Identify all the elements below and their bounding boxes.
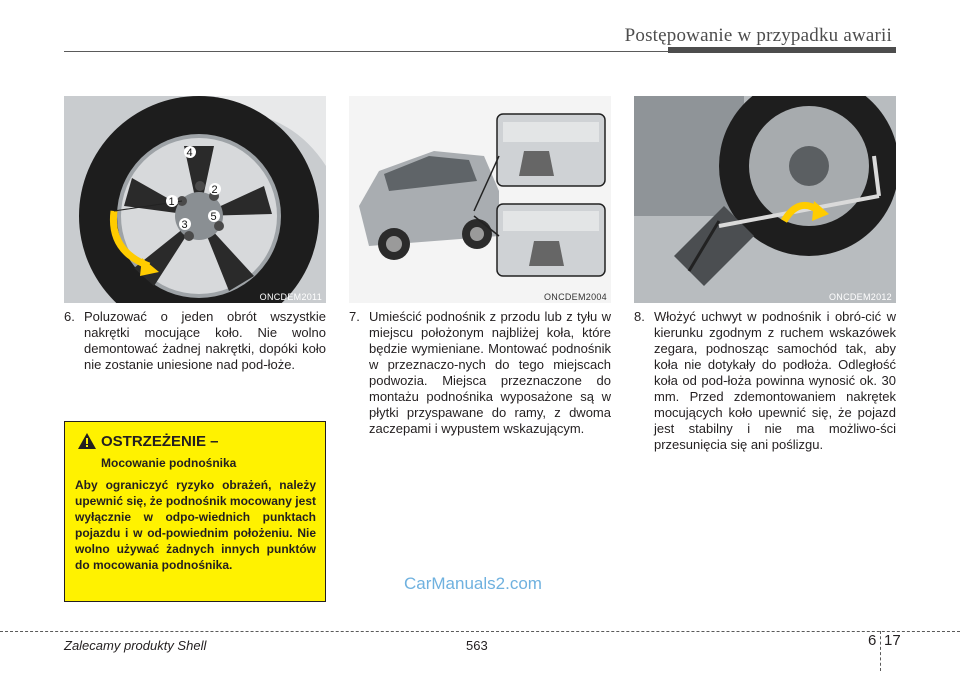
jack-handle-illustration-icon — [634, 96, 896, 303]
svg-text:1: 1 — [168, 196, 175, 208]
step-text: Umieścić podnośnik z przodu lub z tyłu w miejscu położonym najbliżej koła, które będzie wymieniane. Montować podnośnik w przeznaczo-nych do tego miejscach podwozia. Miejsca przeznaczone do montażu podnośnika wyposażone są w płytki przyspawane do ramy, z dwoma zaczepami i wypustem wskazującym. — [369, 309, 611, 436]
watermark-link[interactable]: CarManuals2.com — [404, 574, 542, 593]
svg-text:4: 4 — [186, 147, 193, 159]
warning-box — [64, 421, 326, 602]
figure-jack-points — [349, 96, 611, 303]
footer-rule — [0, 631, 960, 632]
page-header-title: Postępowanie w przypadku awarii — [624, 25, 892, 46]
figure-code: ONCDEM2011 — [259, 292, 322, 302]
figure-code: ONCDEM2004 — [543, 292, 607, 302]
step-number: 6. — [64, 309, 75, 324]
step-6 — [64, 309, 326, 373]
header-accent-bar — [668, 47, 896, 53]
footer-section-number: 6 — [868, 632, 877, 649]
figure-code: ONCDEM2012 — [828, 292, 892, 302]
warning-body: Aby ograniczyć ryzyko obrażeń, należy upewnić się, że podnośnik mocowany jest wyłącznie w odpo-wiednich punktach pojazdu i w od-powiednim położeniu. Nie wolno używać żadnych innych punktów do mocowania podnośnika. — [75, 478, 316, 572]
step-text: Włożyć uchwyt w podnośnik i obró-cić w kierunku zgodnym z ruchem wskazówek zegara, podnosząc samochód tak, aby koła nie dotykały do podłoża. Odległość koła od pod-łoża powinna wynosić ok. 30 mm. Przed zdemontowaniem nakrętek mocujących koło upewnić się, że pojazd jest stabilny i nie ma możliwo-ści przesunięcia się ani poślizgu. — [654, 309, 896, 452]
step-number: 8. — [634, 309, 645, 324]
footer-divider — [880, 631, 881, 671]
step-text: Poluzować o jeden obrót wszystkie nakrętki mocujące koło. Nie wolno demontować żadnej nakrętki, dopóki koło nie zostanie uniesione nad pod-łoże. — [84, 309, 326, 372]
step-number: 7. — [349, 309, 360, 324]
warning-subtitle: Mocowanie podnośnika — [101, 456, 237, 470]
warning-triangle-icon — [77, 432, 97, 450]
footer-page-counter: 563 — [466, 638, 488, 653]
suv-jack-points-illustration-icon — [349, 96, 611, 303]
step-7 — [349, 309, 611, 437]
svg-text:3: 3 — [181, 219, 188, 231]
footer-sponsor-text: Zalecamy produkty Shell — [64, 638, 207, 653]
svg-text:2: 2 — [211, 184, 218, 196]
step-8 — [634, 309, 896, 453]
wheel-lug-nuts-illustration-icon — [64, 96, 326, 303]
warning-title: OSTRZEŻENIE – — [101, 433, 219, 450]
figure-jack-handle — [634, 96, 896, 303]
svg-text:5: 5 — [210, 211, 217, 223]
footer-page-number: 17 — [884, 632, 901, 649]
figure-wheel-lug-nuts — [64, 96, 326, 303]
